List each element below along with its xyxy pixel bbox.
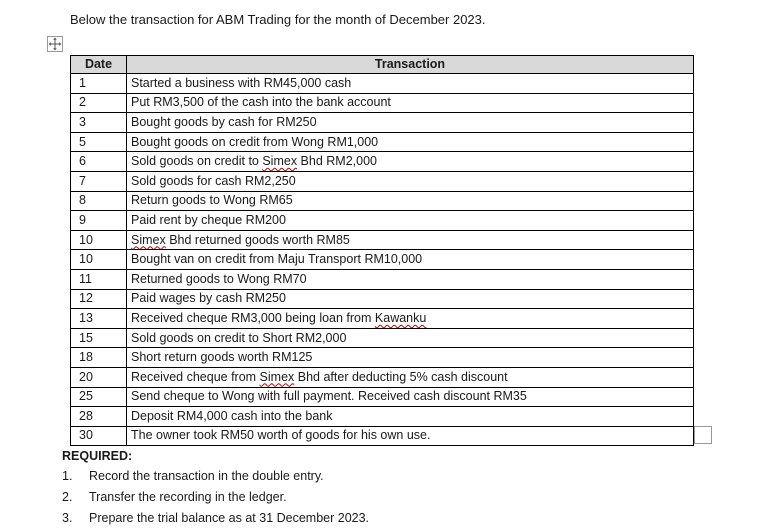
- transaction-text: Paid rent by cheque RM200: [131, 212, 286, 227]
- transaction-text: Deposit RM4,000 cash into the bank: [131, 408, 333, 423]
- transaction-cell: [127, 132, 694, 152]
- date-cell: 12: [71, 289, 127, 309]
- transaction-cell: [127, 74, 694, 94]
- date-cell: 18: [71, 348, 127, 368]
- date-cell: 25: [71, 387, 127, 407]
- date-cell: 9: [71, 211, 127, 231]
- table-row: [71, 407, 694, 427]
- spellcheck-flagged-word[interactable]: Simex: [131, 232, 166, 247]
- table-row: [71, 191, 694, 211]
- transaction-cell: [127, 250, 694, 270]
- intro-text: Below the transaction for ABM Trading for the month of December 2023.: [70, 12, 486, 27]
- date-cell: 30: [71, 426, 127, 446]
- transaction-cell: [127, 171, 694, 191]
- list-text: Transfer the recording in the ledger.: [89, 489, 287, 504]
- date-cell: 10: [71, 250, 127, 270]
- header-transaction: Transaction: [127, 56, 694, 74]
- list-number: 3.: [62, 510, 73, 525]
- table-row: [71, 250, 694, 270]
- list-number: 2.: [62, 489, 73, 504]
- spellcheck-flagged-word[interactable]: Kawanku: [374, 310, 427, 325]
- transaction-text: Received cheque RM3,000 being loan from: [131, 310, 375, 325]
- spellcheck-flagged-word[interactable]: Simex: [262, 154, 298, 169]
- transaction-text: Sold goods on credit to Short RM2,000: [131, 330, 347, 345]
- table-row: [71, 367, 694, 387]
- transaction-cell: [127, 328, 694, 348]
- table-row: [71, 348, 694, 368]
- table-row: [71, 328, 694, 348]
- date-cell: 10: [71, 230, 127, 250]
- transaction-text: Bought van on credit from Maju Transport RM10,000: [131, 252, 423, 267]
- transaction-text: Bhd returned goods worth RM85: [165, 232, 350, 247]
- transaction-text: Return goods to Wong RM65: [131, 193, 293, 208]
- transaction-cell: [127, 269, 694, 289]
- date-cell: 3: [71, 113, 127, 133]
- transaction-text: Received cheque from: [131, 369, 260, 384]
- spellcheck-flagged-word[interactable]: Simex: [259, 369, 295, 384]
- transaction-cell: [127, 367, 694, 387]
- transaction-cell: [127, 289, 694, 309]
- transaction-cell: [127, 191, 694, 211]
- list-item: [62, 468, 369, 489]
- required-title: REQUIRED:: [62, 449, 133, 463]
- transaction-text: Bought goods on credit from Wong RM1,000: [131, 134, 379, 149]
- date-cell: 13: [71, 309, 127, 329]
- table-row: [71, 269, 694, 289]
- table-row: [71, 113, 694, 133]
- table-resize-icon[interactable]: [694, 426, 712, 444]
- table-row: [71, 289, 694, 309]
- table-row: [71, 426, 694, 446]
- table-row: [71, 152, 694, 172]
- transaction-cell: [127, 211, 694, 231]
- transaction-cell: [127, 426, 694, 446]
- header-date: Date: [71, 56, 127, 74]
- table-row: [71, 93, 694, 113]
- date-cell: 15: [71, 328, 127, 348]
- date-cell: 1: [71, 74, 127, 94]
- transaction-cell: [127, 348, 694, 368]
- date-cell: 28: [71, 407, 127, 427]
- transaction-cell: [127, 387, 694, 407]
- transaction-cell: [127, 407, 694, 427]
- transaction-text: Put RM3,500 of the cash into the bank account: [131, 95, 391, 110]
- transaction-cell: [127, 152, 694, 172]
- table-row: [71, 230, 694, 250]
- transaction-text: Returned goods to Wong RM70: [131, 271, 307, 286]
- table-row: [71, 309, 694, 329]
- move-arrows-icon[interactable]: [47, 36, 63, 52]
- transaction-text: Short return goods worth RM125: [131, 350, 313, 365]
- table-row: [71, 211, 694, 231]
- date-cell: 7: [71, 171, 127, 191]
- list-text: Record the transaction in the double entry.: [89, 469, 324, 483]
- list-number: 1.: [62, 469, 73, 483]
- transaction-text: Started a business with RM45,000 cash: [131, 75, 352, 90]
- transaction-text: Bought goods by cash for RM250: [131, 114, 317, 129]
- transaction-text: Send cheque to Wong with full payment. Received cash discount RM35: [131, 389, 527, 404]
- transaction-cell: [127, 230, 694, 250]
- date-cell: 5: [71, 132, 127, 152]
- date-cell: 2: [71, 93, 127, 113]
- table-row: [71, 74, 694, 94]
- table-row: [71, 132, 694, 152]
- transaction-text: Paid wages by cash RM250: [131, 291, 286, 306]
- transaction-text: Sold goods for cash RM2,250: [131, 173, 296, 188]
- transaction-text: Sold goods on credit to: [131, 154, 263, 169]
- list-item: [62, 489, 369, 510]
- transaction-text: The owner took RM50 worth of goods for his own use.: [131, 428, 431, 443]
- transaction-table: [70, 55, 693, 446]
- date-cell: 11: [71, 269, 127, 289]
- table-row: [71, 387, 694, 407]
- transaction-cell: [127, 93, 694, 113]
- date-cell: 6: [71, 152, 127, 172]
- table-header-row: [71, 56, 694, 74]
- list-item: [62, 510, 369, 531]
- table-row: [71, 171, 694, 191]
- date-cell: 8: [71, 191, 127, 211]
- required-list: [62, 468, 369, 530]
- transaction-text: Bhd RM2,000: [297, 154, 377, 169]
- transaction-text: Bhd after deducting 5% cash discount: [294, 369, 508, 384]
- transaction-cell: [127, 113, 694, 133]
- date-cell: 20: [71, 367, 127, 387]
- list-text: Prepare the trial balance as at 31 December 2023.: [89, 510, 370, 525]
- transaction-cell: [127, 309, 694, 329]
